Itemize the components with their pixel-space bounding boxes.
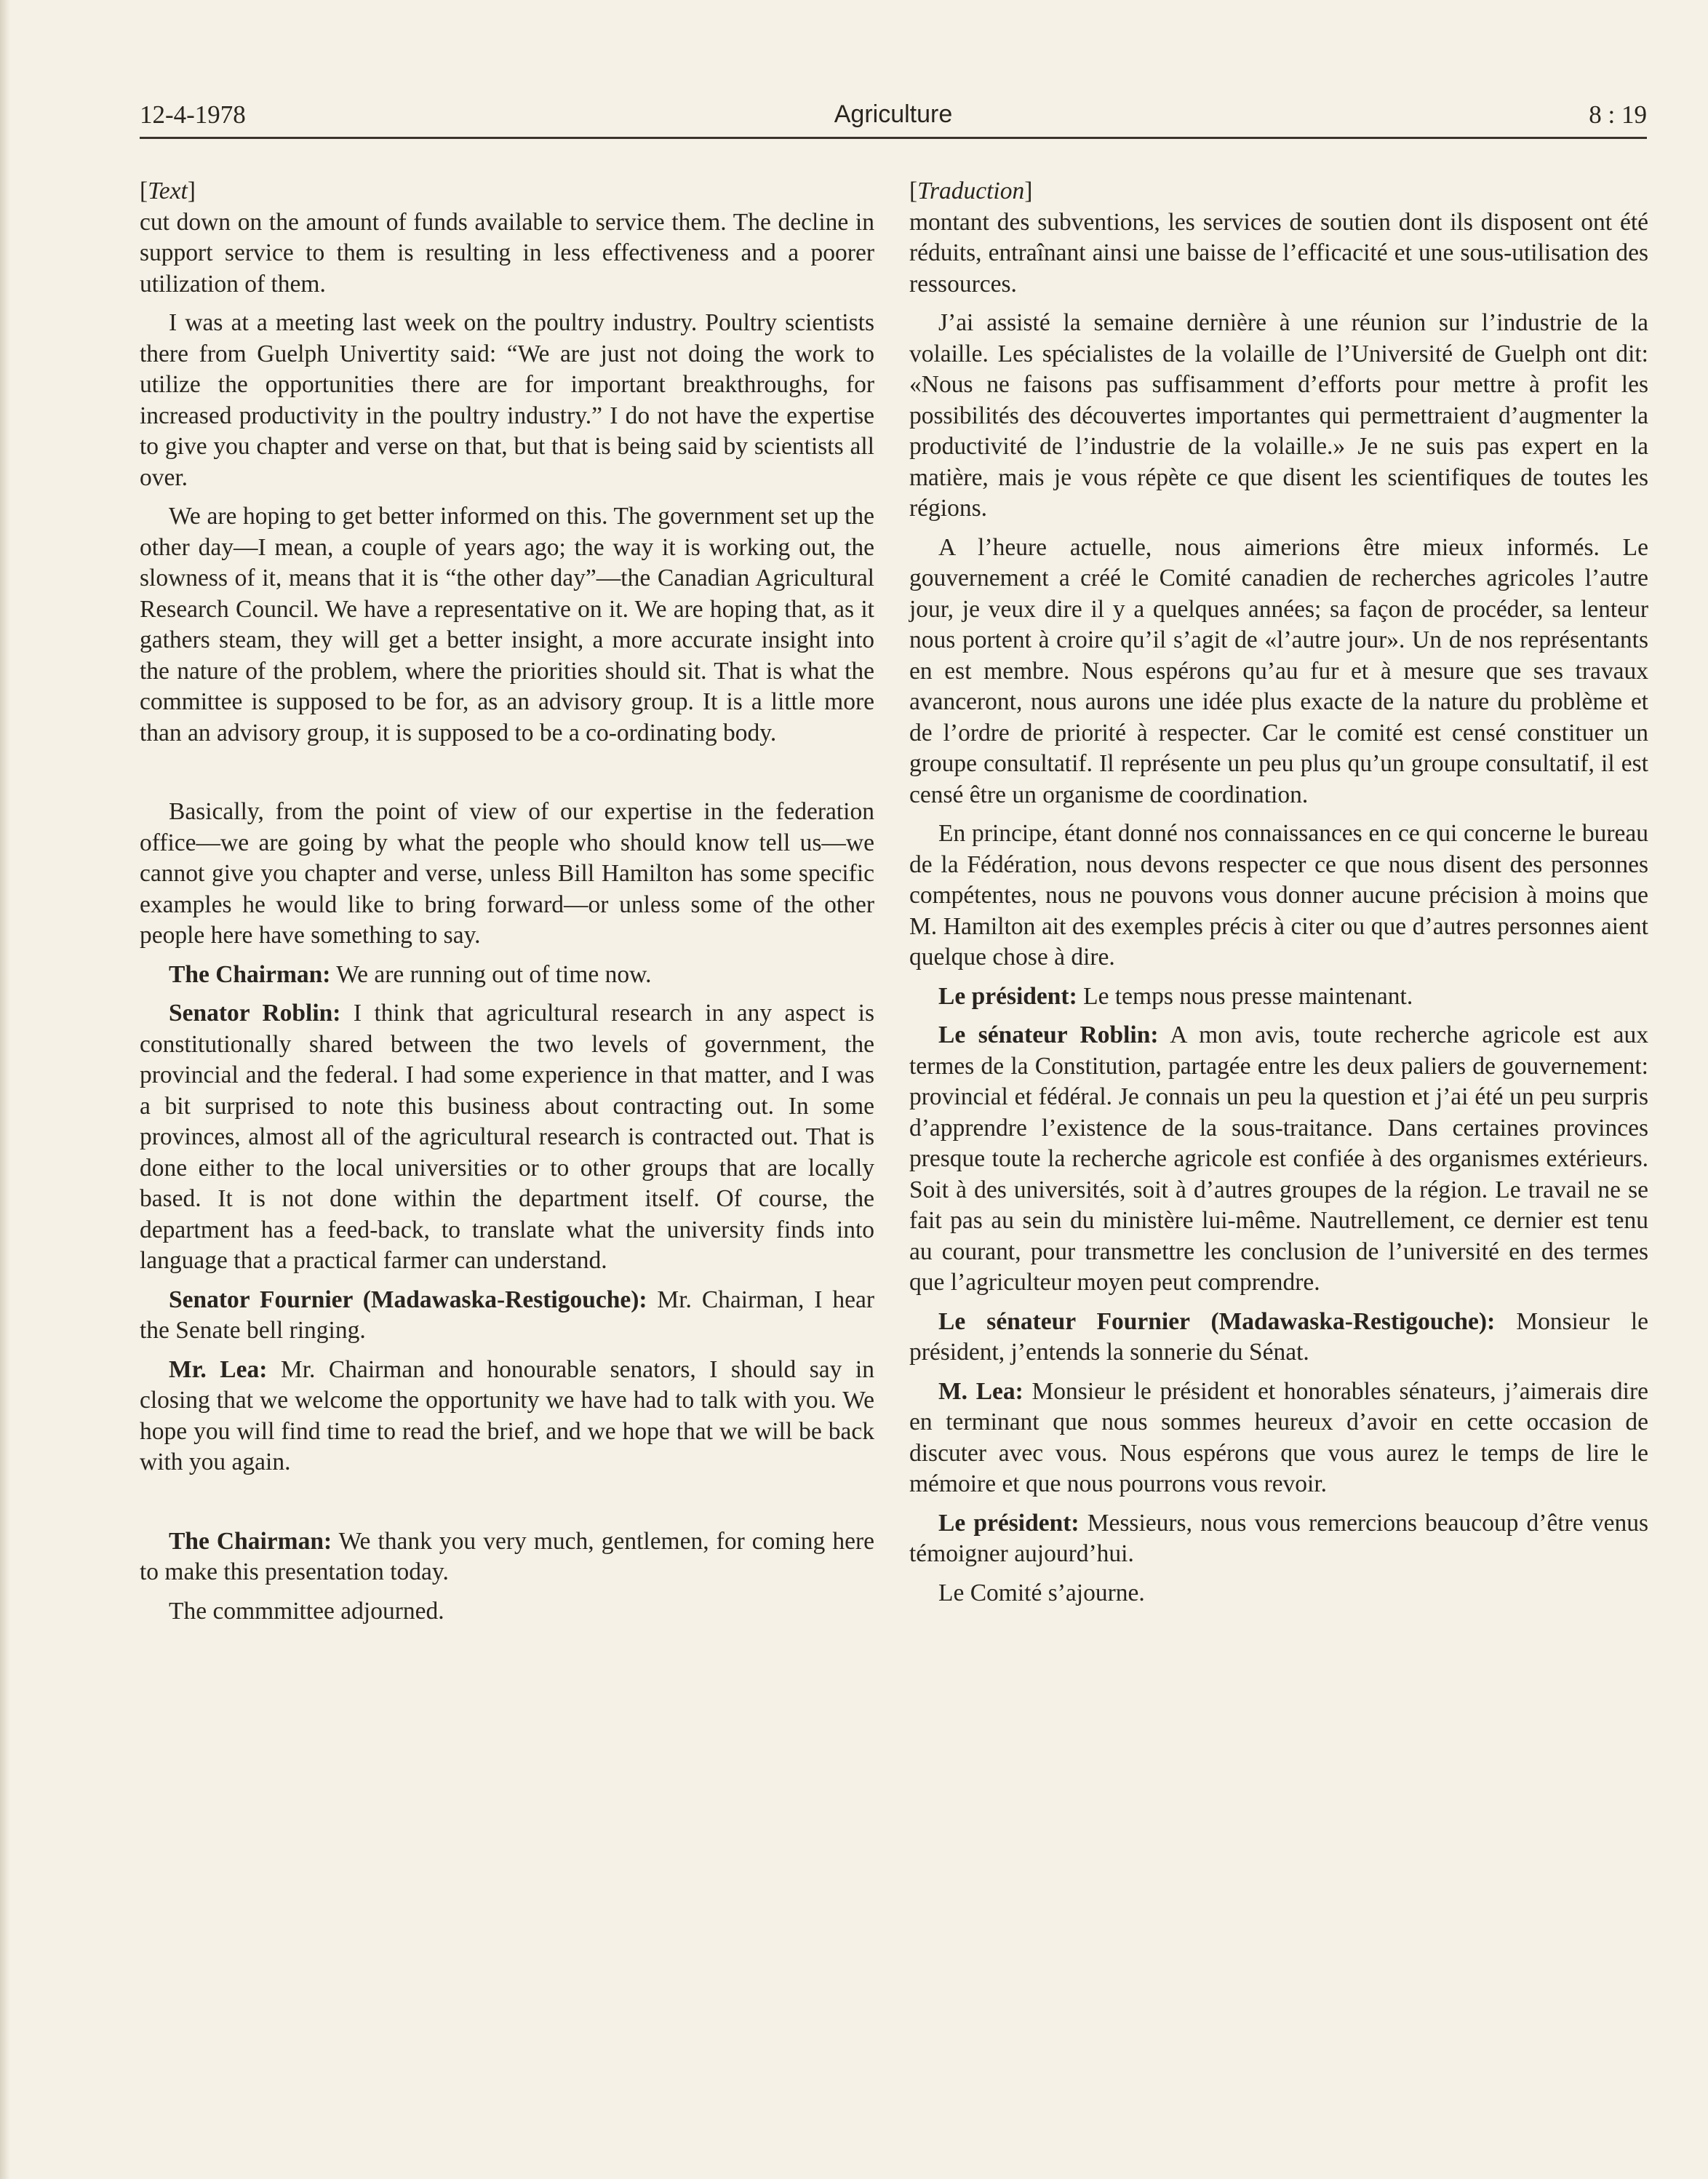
paragraph [140,1526,874,1588]
column-label-text: Traduction [917,178,1025,204]
paragraph [909,818,1648,973]
paragraph-text: Le temps nous presse maintenant. [1077,982,1413,1010]
page-header [140,96,1647,139]
speaker-name: Mr. Lea: [169,1355,268,1383]
paragraph-text: Le Comité s’ajourne. [938,1579,1145,1606]
speaker-name: Le président: [938,982,1077,1010]
column-label: [Traduction] [909,178,1033,204]
paragraph-text: The commmittee adjourned. [169,1597,444,1625]
header-date: 12-4-1978 [140,100,246,129]
paragraph [140,308,874,493]
column-label: [Text] [140,178,196,204]
paragraph-text: Mr. Chairman and honourable senators, I should say in closing that we welcome the opportunity we have had to talk with you. We hope you will find time to read the brief, and we hope that we will be back with you again. [140,1355,874,1475]
speaker-name: Le président: [938,1509,1080,1537]
speaker-name: Le sénateur Fournier (Madawaska-Restigouche): [938,1307,1496,1335]
paragraph [909,1377,1648,1500]
speaker-name: M. Lea: [938,1377,1023,1405]
speaker-name: Senator Roblin: [169,1000,341,1027]
paragraph [909,1307,1648,1369]
paragraph [140,998,874,1277]
paragraph-text: Monsieur le président et honorables sénateurs, j’aimerais dire en terminant que nous sommes heureux d’avoir en cette occasion de discuter avec vous. Nous espérons que vous aurez le temps de lire le mémoire et que nous pourrons vous revoir. [909,1377,1648,1497]
header-page-number: 8 : 19 [1589,100,1647,129]
paragraph-text: En principe, étant donné nos connaissances en ce qui concerne le bureau de la Fédération, nous devons respecter ce que nous disent des personnes compétentes, nous ne pouvons vous donner aucune précision à moins que M. Hamilton ait des exemples précis à citer ou que d’autres personnes aient quelque chose à dire. [909,820,1648,971]
paragraph-text: Basically, from the point of view of our expertise in the federation office—we are going by what the people who should know tell us—we cannot give you chapter and verse, unless Bill Hamilton has some specific examples he would like to bring forward—or unless some of the other people here have something to say. [140,798,874,949]
paragraph [909,1020,1648,1299]
paragraph [909,1578,1648,1609]
paragraph-text: Mr. Chairman, I hear the Senate bell ringing. [140,1286,874,1344]
paragraph [909,207,1648,300]
paragraph-text: cut down on the amount of funds available to service them. The decline in support service to them is resulting in less effectiveness and a poorer utilization of them. [140,208,874,298]
speaker-name: Senator Fournier (Madawaska-Restigouche): [169,1286,647,1313]
paragraph-text: I was at a meeting last week on the poultry industry. Poultry scientists there from Guelph Univertity said: “We are just not doing the work to utilize the opportunities there are for important breakthroughs, for increased productivity in the poultry industry.” I do not have the expertise to give you chapter and verse on that, but that is being said by scientists all over. [140,309,874,491]
paragraph [140,207,874,300]
paragraph [140,1596,874,1628]
paragraph-text: J’ai assisté la semaine dernière à une réunion sur l’industrie de la volaille. Les spécialistes de la volaille de l’Université de Guelph ont dit: «Nous ne faisons pas suffisamment d’efforts pour mettre à profit les possibilités des découvertes importantes qui permettraient d’augmenter la productivité de l’industrie de la volaille.» Je ne suis pas expert en la matière, mais je vous répète ce que disent les scientifiques de toutes les régions. [909,309,1648,522]
column-label-text: Text [148,178,188,204]
paragraph [140,797,874,952]
english-column [140,176,874,1635]
paragraph [909,1508,1648,1570]
french-column [909,176,1648,1617]
header-title: Agriculture [834,100,953,128]
paragraph-text: montant des subventions, les services de soutien dont ils disposent ont été réduits, entraînant ainsi une baisse de l’efficacité et une sous-utilisation des ressources. [909,208,1648,298]
page-edge [0,0,10,2179]
paragraph [909,533,1648,811]
paragraph [909,308,1648,525]
paragraph [140,501,874,749]
paragraph-text: I think that agricultural research in any aspect is constitutionally shared between the two levels of government, the provincial and the federal. I had some experience in that matter, and I was a bit surprised to note this business about contracting out. In some provinces, almost all of the agricultural research is contracted out. That is done either to the local universities or to other groups that are locally based. It is not done within the department itself. Of course, the department has a feed-back, to translate what the university finds into language that a practical farmer can understand. [140,1000,874,1274]
paragraph [140,960,874,991]
paragraph [140,1285,874,1347]
paragraph-text: Monsieur le président, j’entends la sonnerie du Sénat. [909,1307,1648,1366]
paragraph-text: A mon avis, toute recherche agricole est aux termes de la Constitution, partagée entre les deux paliers de gouvernement: provincial et fédéral. Je connais un peu la question et j’ai été un peu surpris d’apprendre l’existence de la sous-traitance. Dans certaines provinces presque toute la recherche agricole est confiée à des organismes extérieurs. Soit à des universités, soit à d’autres groupes de la région. Le travail ne se fait pas au sein du ministère lui-même. Nautrellement, ce dernier est tenu au courant, pour transmettre les conclusion de l’université en des termes que l’agriculteur moyen peut comprendre. [909,1021,1648,1296]
speaker-name: Le sénateur Roblin: [938,1021,1159,1048]
paragraph-text: We are hoping to get better informed on this. The government set up the other day—I mean, a couple of years ago; the way it is working out, the slowness of it, means that it is “the other day”—the Canadian Agricultural Research Council. We have a representative on it. We are hoping that, as it gathers steam, they will get a better insight, a more accurate insight into the nature of the problem, where the priorities should sit. That is what the committee is supposed to be for, as an advisory group. It is a little more than an advisory group, it is supposed to be a co-ordinating body. [140,503,874,746]
paragraph-text: A l’heure actuelle, nous aimerions être mieux informés. Le gouvernement a créé le Comité canadien de recherches agricoles l’autre jour, je veux dire il y a quelques années; sa façon de procéder, sa lenteur nous portent à croire qu’il s’agit de «l’autre jour». Un de nos représentants en est membre. Nous espérons qu’au fur et à mesure que ses travaux avanceront, nous aurons une idée plus exacte de la nature du problème et de l’ordre de priorité à respecter. Car le comité est censé constituer un groupe consultatif. Il représente un peu plus qu’un groupe consultatif, il est censé être un organisme de coordination. [909,533,1648,808]
speaker-name: The Chairman: [169,1527,332,1555]
paragraph-text: We are running out of time now. [330,960,652,988]
paragraph-text: Messieurs, nous vous remercions beaucoup d’être venus témoigner aujourd’hui. [909,1509,1648,1567]
speaker-name: The Chairman: [169,960,331,988]
paragraph [140,1355,874,1478]
paragraph-text: We thank you very much, gentlemen, for coming here to make this presentation today. [140,1527,874,1585]
paragraph [909,981,1648,1013]
